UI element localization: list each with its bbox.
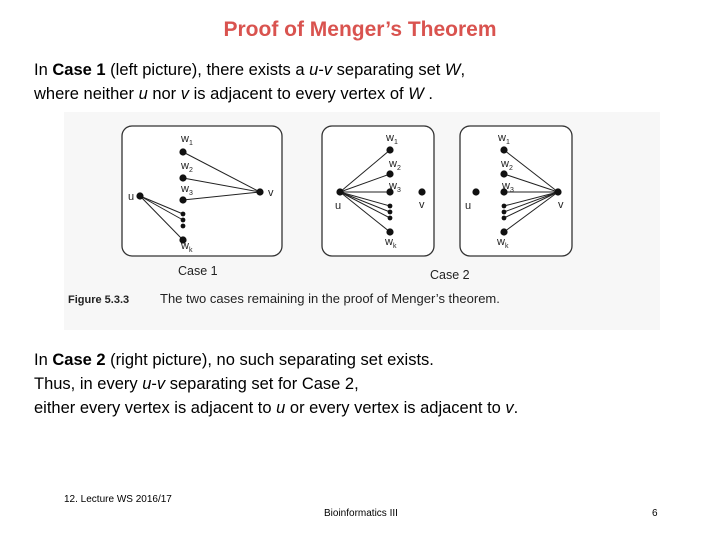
case1-line-2: where neither u nor v is adjacent to every vertex of W . — [34, 85, 433, 103]
figure-caption: The two cases remaining in the proof of Menger’s theorem. — [160, 291, 500, 306]
svg-text:w2: $w_2$ — [501, 158, 513, 172]
svg-text:w3: $w_3$ — [181, 183, 193, 197]
menger-figure — [64, 112, 660, 330]
svg-text:wk: $w_k$ — [497, 236, 509, 250]
case1-diagram — [122, 126, 282, 278]
svg-text:wk: $w_k$ — [181, 240, 193, 254]
svg-text:u: u — [128, 191, 135, 203]
footer-course: Bioinformatics III — [324, 508, 398, 519]
footer-page-number: 6 — [652, 508, 658, 519]
figure-label: Figure 5.3.3 — [68, 294, 130, 306]
svg-text:u: u — [335, 200, 342, 212]
case2-line-3: either every vertex is adjacent to u or every vertex is adjacent to v. — [34, 399, 519, 417]
slide-title: Proof of Menger’s Theorem — [223, 18, 497, 41]
case1-description — [34, 58, 465, 106]
case2-left-diagram — [322, 126, 434, 256]
case1-line-1: In Case 1 (left picture), there exists a u-v separating set W, — [34, 61, 466, 79]
case1-w2-vertex — [179, 174, 186, 181]
case2-line-2: Thus, in every u-v separating set for Case 2, — [34, 375, 359, 393]
case1-v-vertex — [256, 188, 263, 195]
footer-lecture: 12. Lecture WS 2016/17 — [64, 494, 172, 505]
svg-text:wk: $w_k$ — [385, 236, 397, 250]
svg-text:v: v — [419, 199, 425, 211]
case2-caption: Case 2 — [430, 268, 470, 282]
case1-w3-vertex — [179, 196, 186, 203]
svg-text:u: u — [465, 200, 472, 212]
svg-text:w1: $w_1$ — [181, 133, 193, 147]
svg-text:v: v — [268, 187, 274, 199]
svg-text:w3: $w_3$ — [389, 180, 401, 194]
svg-text:w1: $w_1$ — [386, 132, 398, 146]
svg-text:w2: $w_2$ — [389, 158, 401, 172]
case1-caption: Case 1 — [178, 264, 218, 278]
svg-text:w3: $w_3$ — [502, 180, 514, 194]
case1-u-vertex — [136, 192, 143, 199]
svg-text:w1: $w_1$ — [498, 132, 510, 146]
case2-description — [34, 348, 518, 420]
case1-w1-vertex — [179, 148, 186, 155]
case2-line-1: In Case 2 (right picture), no such separating set exists. — [34, 351, 434, 369]
svg-text:v: v — [558, 199, 564, 211]
svg-text:w2: $w_2$ — [181, 160, 193, 174]
